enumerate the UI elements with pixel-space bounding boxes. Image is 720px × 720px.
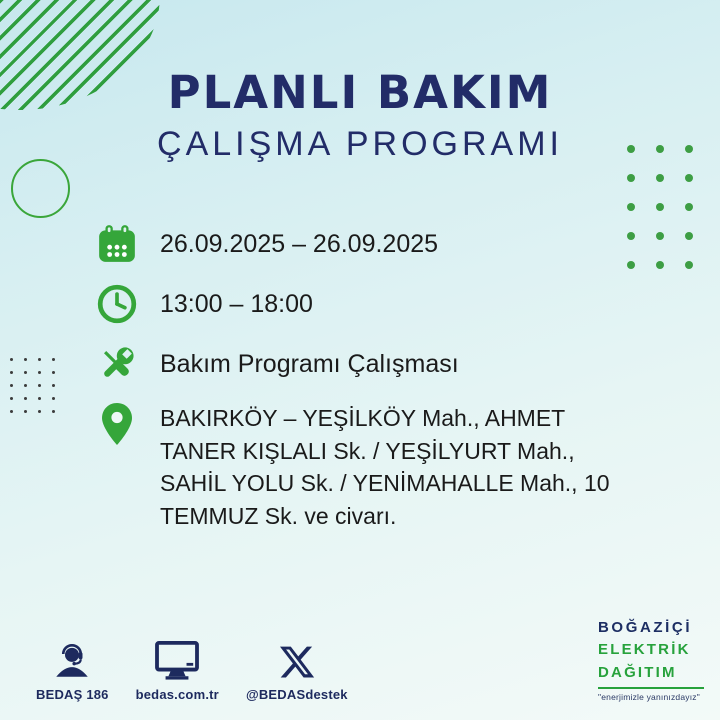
date-row — [95, 222, 640, 266]
monitor-icon — [154, 639, 200, 681]
tools-icon — [95, 342, 139, 386]
dots-grid-left — [10, 358, 55, 413]
contact-x-account[interactable] — [246, 639, 348, 702]
clock-icon — [95, 282, 139, 326]
work-type-row — [95, 342, 640, 386]
contact-x-account-label: @BEDASdestek — [245, 687, 348, 702]
logo-line-1: BOĞAZİÇİ — [598, 618, 693, 636]
contact-website-label: bedas.com.tr — [135, 687, 219, 702]
title-line-1: PLANLI BAKIM — [167, 66, 553, 119]
logo-line-2: ELEKTRİK — [598, 641, 691, 658]
company-logo — [598, 617, 704, 703]
work-type: Bakım Programı Çalışması — [160, 349, 459, 378]
logo-separator — [598, 687, 704, 689]
time-range: 13:00 – 18:00 — [160, 289, 313, 318]
schedule-info — [95, 222, 640, 533]
logo-tagline: "enerjimizle yanınızdayız" — [598, 692, 700, 702]
circle-decoration — [11, 159, 70, 218]
logo-line-3: DAĞITIM — [598, 663, 677, 681]
location-row — [95, 402, 640, 533]
title-line-2: ÇALIŞMA PROGRAMI — [157, 124, 563, 163]
footer-contacts — [36, 639, 348, 702]
date-range: 26.09.2025 – 26.09.2025 — [160, 229, 439, 258]
location-text: BAKIRKÖY – YEŞİLKÖY Mah., AHMET TANER KIŞLALI Sk. / YEŞİLYURT Mah., SAHİL YOLU Sk. / YENİMAHALLE Mah., 10 TEMMUZ Sk. ve civarı. — [160, 405, 610, 529]
x-logo-icon — [278, 639, 316, 681]
page-title — [0, 68, 720, 164]
contact-call-center-label: BEDAŞ 186 — [36, 687, 109, 702]
time-row — [95, 282, 640, 326]
call-center-icon — [51, 639, 93, 681]
calendar-icon — [95, 222, 139, 266]
contact-call-center — [36, 639, 109, 702]
contact-website[interactable] — [136, 639, 219, 702]
location-pin-icon — [95, 402, 139, 446]
